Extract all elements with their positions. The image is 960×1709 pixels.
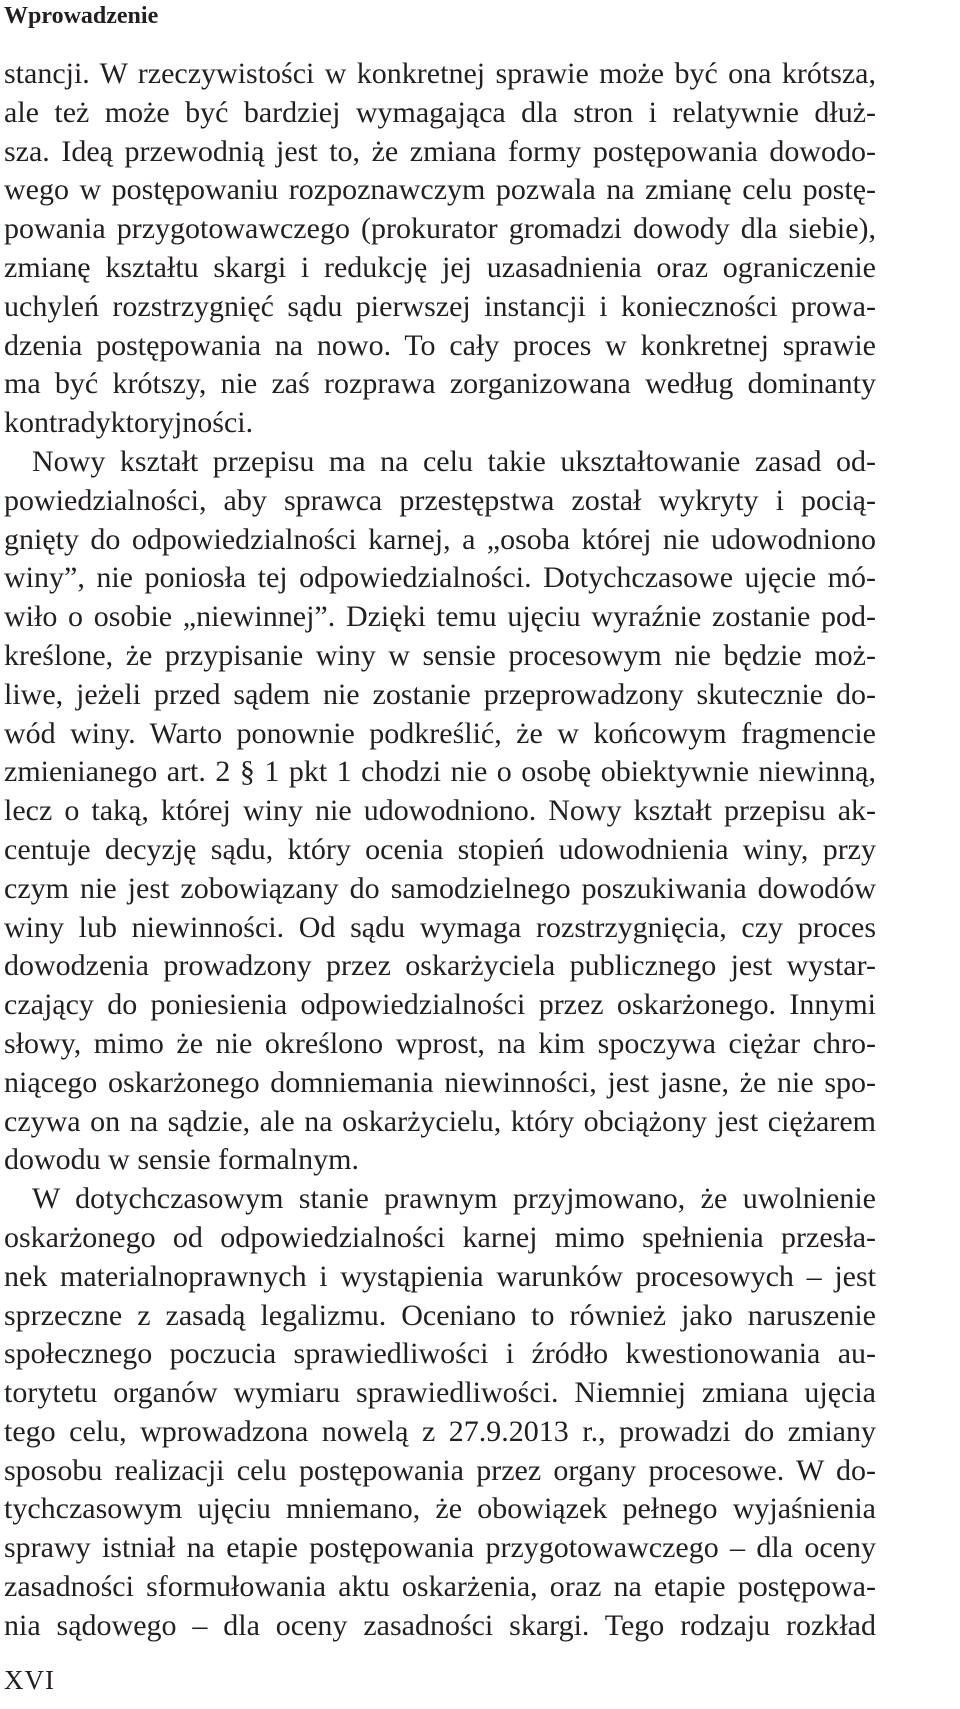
text-line: wego w postępowaniu rozpoznawczym pozwala na zmianę celu postę- bbox=[4, 173, 876, 207]
text-line: powiedzialności, aby sprawca przestępstwa został wykryty i pocią- bbox=[4, 483, 876, 517]
text-line: kontradyktoryjności. bbox=[4, 406, 254, 440]
text-line: stancji. W rzeczywistości w konkretnej sprawie może być ona krótsza, bbox=[4, 57, 876, 90]
text-line: uchyleń rozstrzygnięć sądu pierwszej instancji i konieczności prowa- bbox=[4, 289, 876, 323]
text-line: oskarżonego od odpowiedzialności karnej mimo spełnienia przesła- bbox=[4, 1220, 876, 1254]
text-line: społecznego poczucia sprawiedliwości i źródło kwestionowania au- bbox=[4, 1337, 876, 1371]
text-line: sprzeczne z zasadą legalizmu. Oceniano to również jako naruszenie bbox=[4, 1298, 876, 1332]
text-line: czywa on na sądzie, ale na oskarżycielu, który obciążony jest ciężarem bbox=[4, 1104, 876, 1138]
text-line: centuje decyzję sądu, który ocenia stopień udowodnienia winy, przy bbox=[4, 832, 876, 866]
text-line: winy”, nie poniosła tej odpowiedzialności. Dotychczasowe ujęcie mó- bbox=[4, 561, 876, 595]
text-line: winy lub niewinności. Od sądu wymaga rozstrzygnięcia, czy proces bbox=[4, 910, 876, 944]
text-line: gnięty do odpowiedzialności karnej, a „osoba której nie udowodniono bbox=[4, 522, 876, 556]
paragraph bbox=[4, 443, 876, 1180]
text-line: nia sądowego – dla oceny zasadności skargi. Tego rodzaju rozkład bbox=[4, 1608, 876, 1642]
text-line: Nowy kształt przepisu ma na celu takie ukształtowanie zasad od- bbox=[32, 444, 876, 478]
text-line: zmianę kształtu skargi i redukcję jej uzasadnienia oraz ograniczenie bbox=[4, 250, 876, 284]
text-line: wiło o osobie „niewinnej”. Dzięki temu ujęciu wyraźnie zostanie pod- bbox=[4, 600, 876, 634]
paragraph bbox=[4, 1180, 876, 1646]
text-line: zasadności sformułowania aktu oskarżenia, oraz na etapie postępowa- bbox=[4, 1570, 876, 1604]
text-line: słowy, mimo że nie określono wprost, na kim spoczywa ciężar chro- bbox=[4, 1026, 876, 1060]
text-line: dowodzenia prowadzony przez oskarżyciela publicznego jest wystar- bbox=[4, 949, 876, 983]
text-line: czym nie jest zobowiązany do samodzielnego poszukiwania dowodów bbox=[4, 871, 876, 905]
text-line: W dotychczasowym stanie prawnym przyjmowano, że uwolnienie bbox=[32, 1182, 876, 1216]
text-line: kreślone, że przypisanie winy w sensie procesowym nie będzie moż- bbox=[4, 638, 876, 672]
text-line: ale też może być bardziej wymagająca dla stron i relatywnie dłuż- bbox=[4, 95, 876, 129]
text-line: sposobu realizacji celu postępowania przez organy procesowe. W do- bbox=[4, 1453, 876, 1487]
running-head: Wprowadzenie bbox=[4, 3, 159, 29]
text-line: dowodu w sensie formalnym. bbox=[4, 1143, 359, 1177]
text-line: tego celu, wprowadzona nowelą z 27.9.2013 r., prowadzi do zmiany bbox=[4, 1414, 876, 1448]
text-line: czający do poniesienia odpowiedzialności przez oskarżonego. Innymi bbox=[4, 988, 876, 1022]
text-line: sprawy istniał na etapie postępowania przygotowawczego – dla oceny bbox=[4, 1531, 876, 1565]
text-line: wód winy. Warto ponownie podkreślić, że w końcowym fragmencie bbox=[4, 716, 876, 750]
text-line: sza. Ideą przewodnią jest to, że zmiana formy postępowania dowodo- bbox=[4, 134, 876, 168]
text-line: lecz o taką, której winy nie udowodniono. Nowy kształt przepisu ak- bbox=[4, 794, 876, 828]
text-line: liwe, jeżeli przed sądem nie zostanie przeprowadzony skutecznie do- bbox=[4, 677, 876, 711]
page-number: XVI bbox=[4, 1665, 55, 1695]
text-line: torytetu organów wymiaru sprawiedliwości. Niemniej zmiana ujęcia bbox=[4, 1376, 876, 1410]
text-line: dzenia postępowania na nowo. To cały proces w konkretnej sprawie bbox=[4, 328, 876, 362]
text-line: tychczasowym ujęciu mniemano, że obowiązek pełnego wyjaśnienia bbox=[4, 1492, 876, 1526]
text-line: ma być krótszy, nie zaś rozprawa zorganizowana według dominanty bbox=[4, 367, 876, 401]
text-line: niącego oskarżonego domniemania niewinności, jest jasne, że nie spo- bbox=[4, 1065, 876, 1099]
text-line: zmienianego art. 2 § 1 pkt 1 chodzi nie o osobę obiektywnie niewinną, bbox=[4, 755, 876, 789]
text-line: powania przygotowawczego (prokurator gromadzi dowody dla siebie), bbox=[4, 212, 876, 246]
body-text bbox=[4, 55, 876, 1646]
text-line: nek materialnoprawnych i wystąpienia warunków procesowych – jest bbox=[4, 1259, 876, 1293]
paragraph bbox=[4, 55, 876, 443]
